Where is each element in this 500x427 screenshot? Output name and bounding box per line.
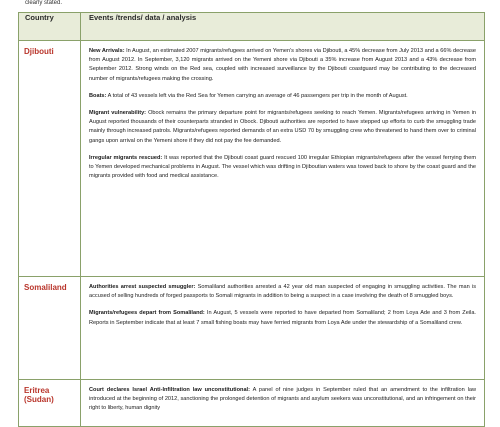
- paragraph-lead: Boats:: [89, 92, 107, 99]
- paragraph-lead: Court declares Israel Anti-Infiltration law unconstitutional:: [89, 387, 250, 393]
- report-table: [18, 12, 485, 427]
- header-country: Country: [19, 13, 81, 41]
- paragraph: [89, 154, 476, 182]
- paragraph-lead: Migrants/refugees depart from Somaliland:: [89, 310, 205, 317]
- events-eritrea: [81, 380, 485, 427]
- country-djibouti: Djibouti: [19, 41, 81, 277]
- top-note: clearly stated.: [25, 0, 63, 6]
- paragraph: [89, 92, 476, 101]
- country-eritrea-name: Eritrea: [24, 386, 50, 395]
- country-eritrea-sub: (Sudan): [24, 395, 54, 404]
- paragraph-text: In August, an estimated 2007 migrants/refugees arrived on Yemen's shores via Djibouti, a 45% decrease from July 2013 and a 66% decrease from August 2012. In September, 3,120 migrants arrived on the Yemeni shore via Djibouti a 35% increase from August 2013 and a 43% decrease from September 2012. Strong winds on the Red sea, coupled with increased surveillance by the Djibouti coastguard may be contributing to the decreased number of migrants/refugees making the crossing.: [89, 48, 476, 82]
- table-row-somaliland: [19, 277, 485, 380]
- paragraph: [89, 283, 476, 301]
- table-row-djibouti: [19, 41, 485, 277]
- paragraph-text: Somaliland authorities arrested a 42 year old man suspected of engaging in smuggling activities. The man is accused of selling hundreds of forged passports to Somali migrants in addition to being a suspect in a case involving the death of 8 smuggled boys.: [89, 284, 476, 300]
- paragraph: [89, 47, 476, 84]
- paragraph-text: In August, 5 vessels were reported to have departed from Somaliland; 2 from Loya Ade and 3 from Zeila. Reports in September indicate that at least 7 small fishing boats may have ferried migrants from Loya Ade under the stewardship of a Somaliland crew.: [89, 310, 476, 326]
- paragraph-lead: Migrant vulnerability:: [89, 110, 147, 117]
- paragraph: [89, 109, 476, 146]
- header-events: Events /trends/ data / analysis: [81, 13, 485, 41]
- paragraph-text: Obock remains the primary departure point for migrants/refugees seeking to reach Yemen. Migrants/refugees arriving in Yemen in August reported thousands of their counterparts stranded in Obock. Djibouti authorities are reported to have stepped up efforts to curb the smuggling trade mainly through increased patrols. Migrants/refugees reported demands of an extra USD 70 by smuggling crew who threatened to hand them over to criminal gangs upon arrival on the Yemeni shore if they did not pay the fee demanded.: [89, 110, 476, 144]
- paragraph-text: A panel of nine judges in September ruled that an amendment to the infiltration law introduced at the beginning of 2012, sanctioning the prolonged detention of migrants and asylum seekers was unconstitutional, and an infringement on their right to liberty, human dignity: [89, 387, 476, 412]
- country-somaliland: Somaliland: [19, 277, 81, 380]
- country-eritrea: [19, 380, 81, 427]
- paragraph-text: A total of 43 vessels left via the Red Sea for Yemen carrying an average of 46 passengers per trip in the month of August.: [106, 92, 408, 99]
- paragraph-lead: Authorities arrest suspected smuggler:: [89, 284, 196, 290]
- paragraph-text: It was reported that the Djibouti coast guard rescued 100 irregular Ethiopian migrants/refugees after the vessel ferrying them to Yemen developed mechanical problems in August. The vessel which was drifting in Djiboutian waters was towed back to shore by the coast guard and the migrants provided with food and medical assistance.: [89, 154, 476, 180]
- paragraph-lead: New Arrivals:: [89, 48, 125, 54]
- events-djibouti: [81, 41, 485, 277]
- paragraph-lead: Irregular migrants rescued:: [89, 154, 163, 161]
- table-header-row: [19, 13, 485, 41]
- events-somaliland: [81, 277, 485, 380]
- paragraph: [89, 309, 476, 327]
- table-row-eritrea: [19, 380, 485, 427]
